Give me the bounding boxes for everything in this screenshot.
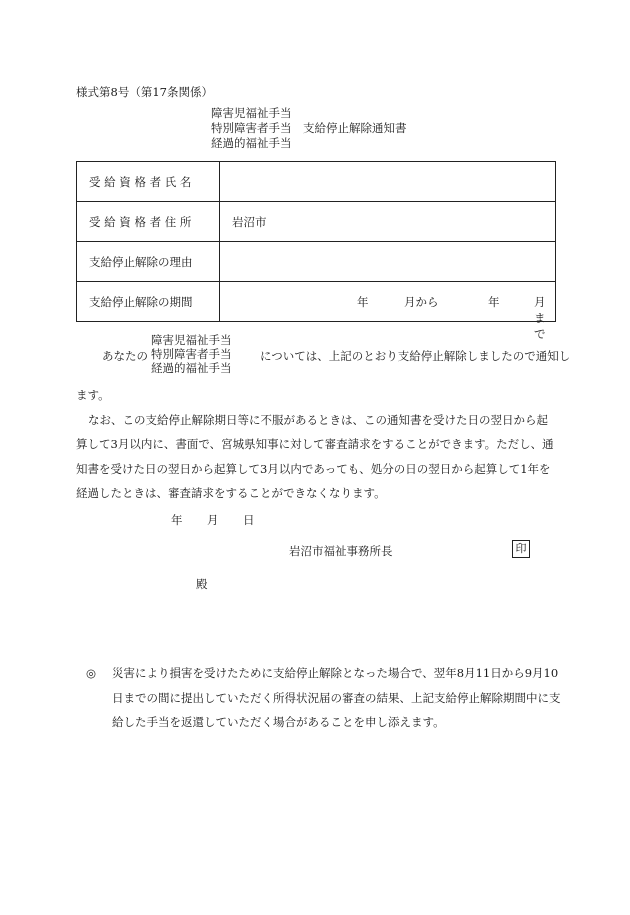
notice-allowance-3: 経過的福祉手当	[151, 361, 232, 375]
seal-stamp: 印	[512, 540, 530, 558]
notice-continuation: ます。	[76, 388, 110, 402]
double-circle-icon: ◎	[86, 666, 97, 680]
allowance-type-2: 特別障害者手当	[211, 121, 292, 135]
row-value-period	[220, 282, 556, 341]
date-day: 日	[243, 513, 255, 527]
footnote-text: 災害により損害を受けたために支給停止解除となった場合で、翌年8月11日から9月10日までの間に提出していただく所得状況届の審査の結果、上記支給停止解除期間中に支給した手当を返還していただく場合があることを申し添えます。	[112, 666, 561, 729]
period-fields	[232, 282, 555, 341]
body-text	[76, 383, 556, 506]
date-year: 年	[171, 513, 183, 527]
row-label-address: 受 給 資 格 者 住 所	[77, 202, 220, 242]
notice-anatano: あなたの	[102, 349, 148, 363]
recipient-honorific: 殿	[196, 577, 208, 591]
row-value-reason	[220, 242, 556, 282]
period-start-month: 月から	[404, 295, 439, 309]
notice-allowance-list	[151, 333, 232, 375]
table-row	[77, 242, 556, 282]
footnote	[76, 661, 566, 735]
period-end-year: 年	[488, 295, 500, 309]
notice-tail: については、上記のとおり支給停止解除しましたので通知し	[260, 349, 571, 363]
appeal-paragraph: なお、この支給停止解除期日等に不服があるときは、この通知書を受けた日の翌日から起算して3月以内に、書面で、宮城県知事に対して審査請求をすることができます。ただし、通知書を受けた日の翌日から起算して3月以内であっても、処分の日の翌日から起算して1年を経過したときは、審査請求をすることができなくなります。	[76, 412, 554, 500]
allowance-type-1: 障害児福祉手当	[211, 106, 292, 120]
form-number: 様式第8号（第17条関係）	[76, 85, 213, 99]
table-row	[77, 162, 556, 202]
allowance-type-3: 経過的福祉手当	[211, 136, 292, 150]
notice-allowance-1: 障害児福祉手当	[151, 333, 232, 347]
document-title: 支給停止解除通知書	[303, 121, 407, 135]
table-row	[77, 282, 556, 322]
row-label-reason: 支給停止解除の理由	[77, 242, 220, 282]
sender-name: 岩沼市福祉事務所長	[289, 544, 393, 558]
row-value-name	[220, 162, 556, 202]
period-start-year: 年	[357, 295, 369, 309]
row-value-address: 岩沼市	[220, 202, 556, 242]
title-block	[211, 106, 407, 151]
notice-allowance-2: 特別障害者手当	[151, 347, 232, 361]
period-end-month: 月まで	[534, 295, 546, 341]
table-row	[77, 202, 556, 242]
date-month: 月	[207, 513, 219, 527]
row-label-period: 支給停止解除の期間	[77, 282, 220, 322]
row-label-name: 受 給 資 格 者 氏 名	[77, 162, 220, 202]
